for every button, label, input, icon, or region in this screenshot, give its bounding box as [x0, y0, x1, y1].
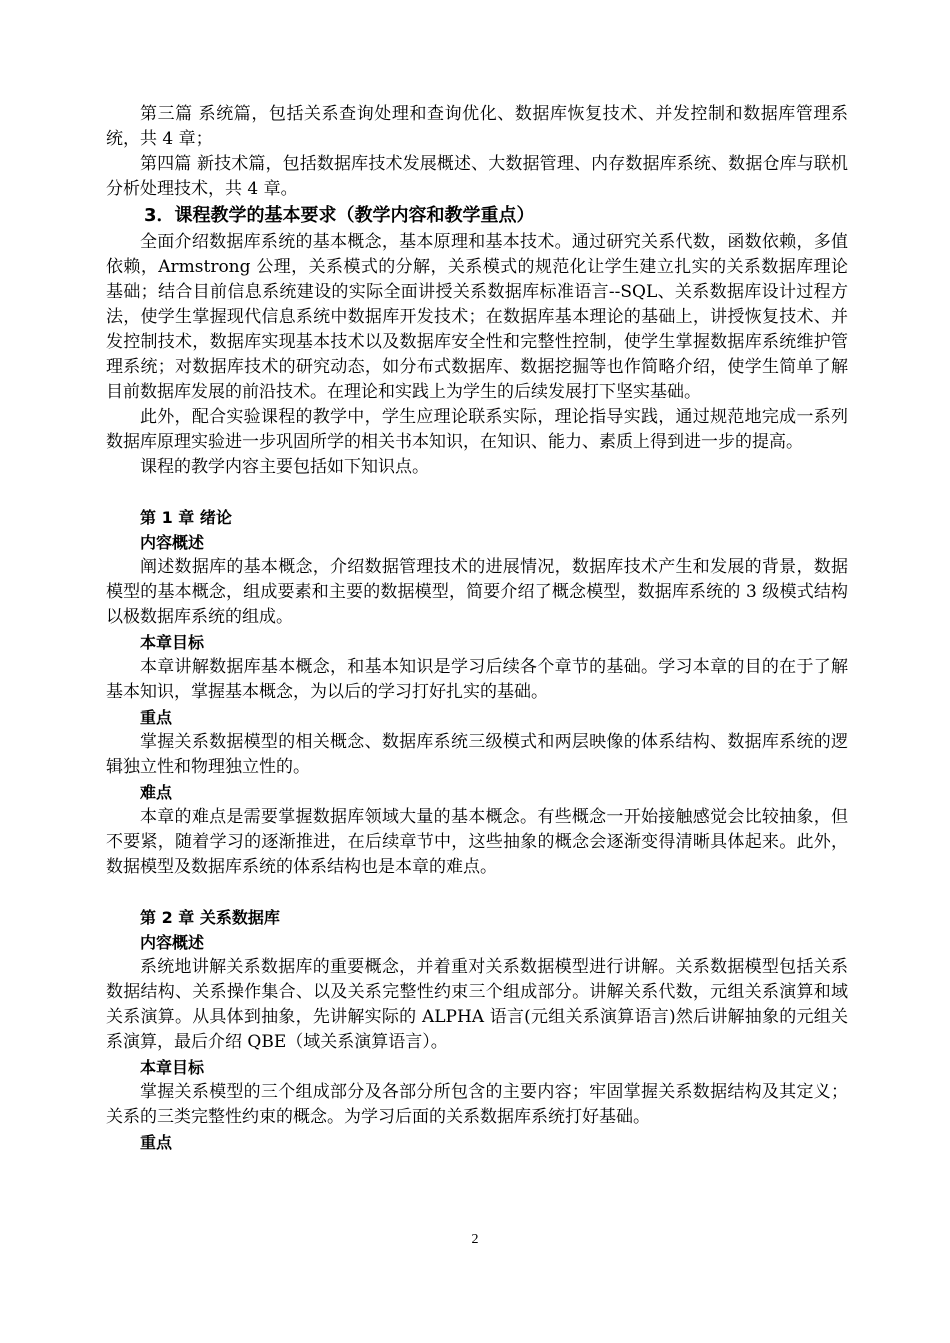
chapter-2-title: 第 2 章 关系数据库: [140, 908, 280, 927]
section-heading: 3．课程教学的基本要求（教学内容和教学重点）: [144, 205, 535, 226]
chapter-1-overview-label: 内容概述: [140, 533, 205, 552]
spacer: [106, 480, 848, 505]
chapter-2-overview: 系统地讲解关系数据库的重要概念，并着重对关系数据模型进行讲解。关系数据模型包括关系数据结构、关系操作集合、以及关系完整性约束三个组成部分。讲解关系代数，元组关系演算和域关系演算。从具体到抽象，先讲解实际的 ALPHA 语言(元组关系演算语言)然后讲解抽象的元组关系演算，最后介绍 QBE（域关系演算语言）。: [106, 957, 848, 1052]
chapter-1-overview: 阐述数据库的基本概念，介绍数据管理技术的进展情况，数据库技术产生和发展的背景，数据模型的基本概念，组成要素和主要的数据模型，简要介绍了概念模型，数据库系统的 3 级模式结构以极数据库系统的组成。: [106, 557, 848, 627]
chapter-2-overview-label: 内容概述: [140, 933, 205, 952]
chapter-1-key-label: 重点: [140, 708, 173, 727]
page-number: 2: [471, 1232, 479, 1247]
chapter-1-title: 第 1 章 绪论: [140, 508, 232, 527]
spacer: [106, 880, 848, 905]
chapter-2-key-label: 重点: [140, 1133, 173, 1152]
chapter-1-goal-label: 本章目标: [140, 633, 205, 652]
section-paragraph: 课程的教学内容主要包括如下知识点。: [140, 457, 429, 477]
section-paragraph: 全面介绍数据库系统的基本概念，基本原理和基本技术。通过研究关系代数，函数依赖，多值依赖，Armstrong 公理，关系模式的分解，关系模式的规范化让学生建立扎实的关系数据库理论基础；结合目前信息系统建设的实际全面讲授关系数据库标准语言--SQL、关系数据库设计过程方法，使学生掌握现代信息系统中数据库开发技术；在数据库基本理论的基础上，讲授恢复技术、并发控制技术，数据库实现基本技术以及数据库安全性和完整性控制，使学生掌握数据库系统维护管理系统；对数据库技术的研究动态，如分布式数据库、数据挖掘等也作简略介绍，使学生简单了解目前数据库发展的前沿技术。在理论和实践上为学生的后续发展打下坚实基础。: [106, 232, 848, 402]
chapter-2-goal-label: 本章目标: [140, 1058, 205, 1077]
document-body: [106, 102, 848, 1155]
chapter-1-difficulty-label: 难点: [140, 783, 173, 802]
part-three-paragraph: 第三篇 系统篇，包括关系查询处理和查询优化、数据库恢复技术、并发控制和数据库管理系统，共 4 章；: [106, 104, 848, 149]
part-four-paragraph: 第四篇 新技术篇，包括数据库技术发展概述、大数据管理、内存数据库系统、数据仓库与联机分析处理技术，共 4 章。: [106, 154, 848, 199]
chapter-2-goal: 掌握关系模型的三个组成部分及各部分所包含的主要内容；牢固掌握关系数据结构及其定义；关系的三类完整性约束的概念。为学习后面的关系数据库系统打好基础。: [106, 1082, 848, 1127]
chapter-1-key: 掌握关系数据模型的相关概念、数据库系统三级模式和两层映像的体系结构、数据库系统的逻辑独立性和物理独立性的。: [106, 732, 848, 777]
chapter-1-difficulty: 本章的难点是需要掌握数据库领域大量的基本概念。有些概念一开始接触感觉会比较抽象，但不要紧，随着学习的逐渐推进，在后续章节中，这些抽象的概念会逐渐变得清晰具体起来。此外，数据模型及数据库系统的体系结构也是本章的难点。: [106, 807, 848, 877]
section-paragraph: 此外，配合实验课程的教学中，学生应理论联系实际，理论指导实践，通过规范地完成一系列数据库原理实验进一步巩固所学的相关书本知识，在知识、能力、素质上得到进一步的提高。: [106, 407, 848, 452]
chapter-1-goal: 本章讲解数据库基本概念，和基本知识是学习后续各个章节的基础。学习本章的目的在于了解基本知识，掌握基本概念，为以后的学习打好扎实的基础。: [106, 657, 848, 702]
